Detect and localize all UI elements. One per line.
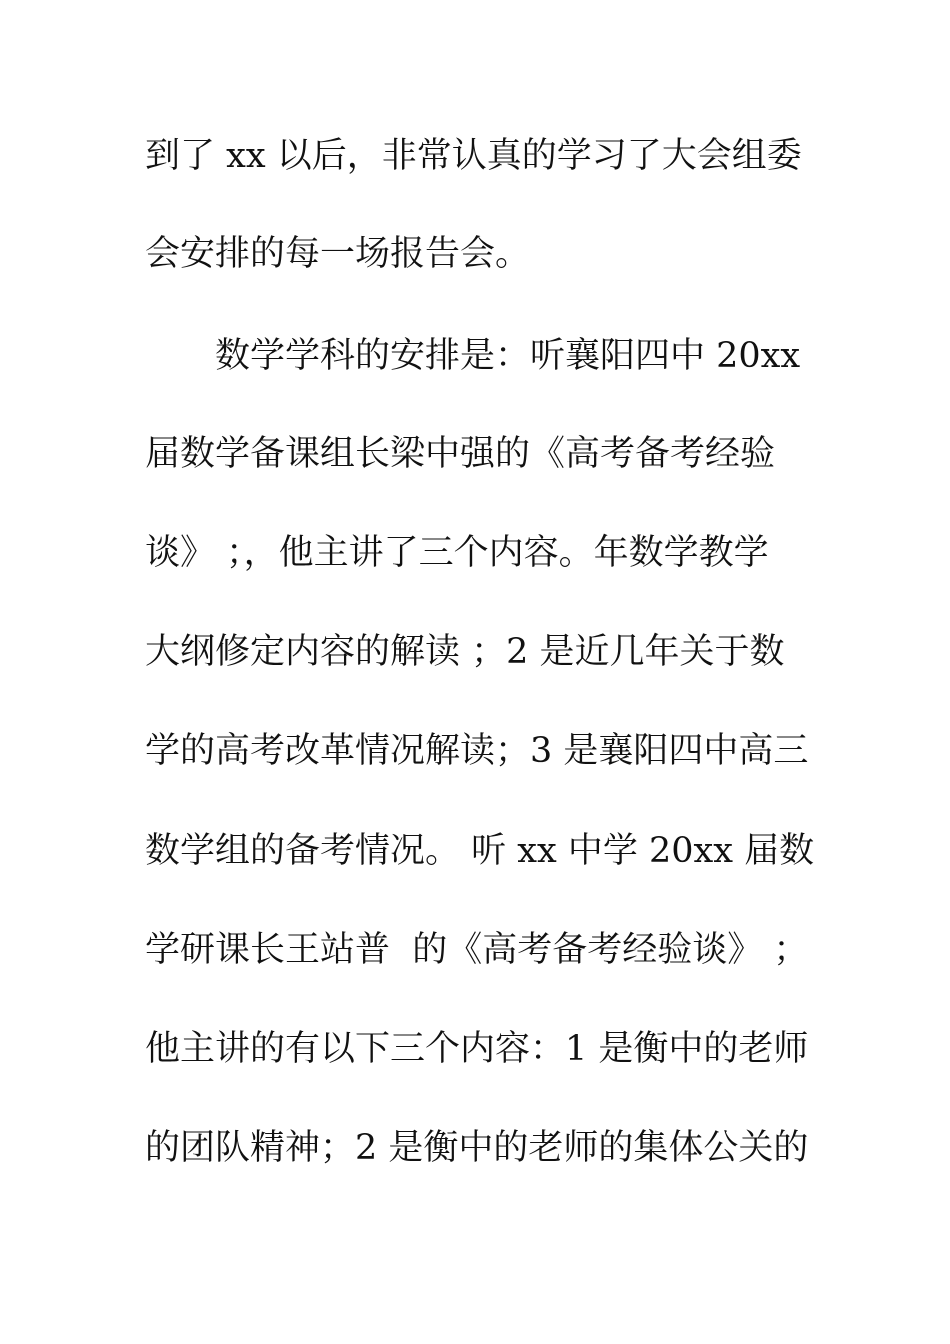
paragraph-line: 数学学科的安排是：听襄阳四中 20xx xyxy=(215,336,801,376)
paragraph-line: 学的高考改革情况解读；3 是襄阳四中高三 xyxy=(145,731,809,771)
paragraph-line: 会安排的每一场报告会。 xyxy=(145,234,531,274)
paragraph-line: 谈》 ；，他主讲了三个内容。年数学教学 xyxy=(145,533,769,573)
paragraph-line: 大纲修定内容的解读 ；2 是近几年关于数 xyxy=(145,632,785,672)
paragraph-line: 届数学备课组长梁中强的《高考备考经验 xyxy=(145,434,776,474)
paragraph-line: 的团队精神；2 是衡中的老师的集体公关的 xyxy=(145,1128,809,1168)
paragraph-line: 到了 xx 以后，非常认真的学习了大会组委 xyxy=(145,136,802,176)
paragraph-line: 学研课长王站普 的《高考备考经验谈》 ； xyxy=(145,930,809,970)
paragraph-line: 他主讲的有以下三个内容：1 是衡中的老师 xyxy=(145,1029,809,1069)
paragraph-line: 数学组的备考情况。 听 xx 中学 20xx 届数 xyxy=(145,831,815,871)
